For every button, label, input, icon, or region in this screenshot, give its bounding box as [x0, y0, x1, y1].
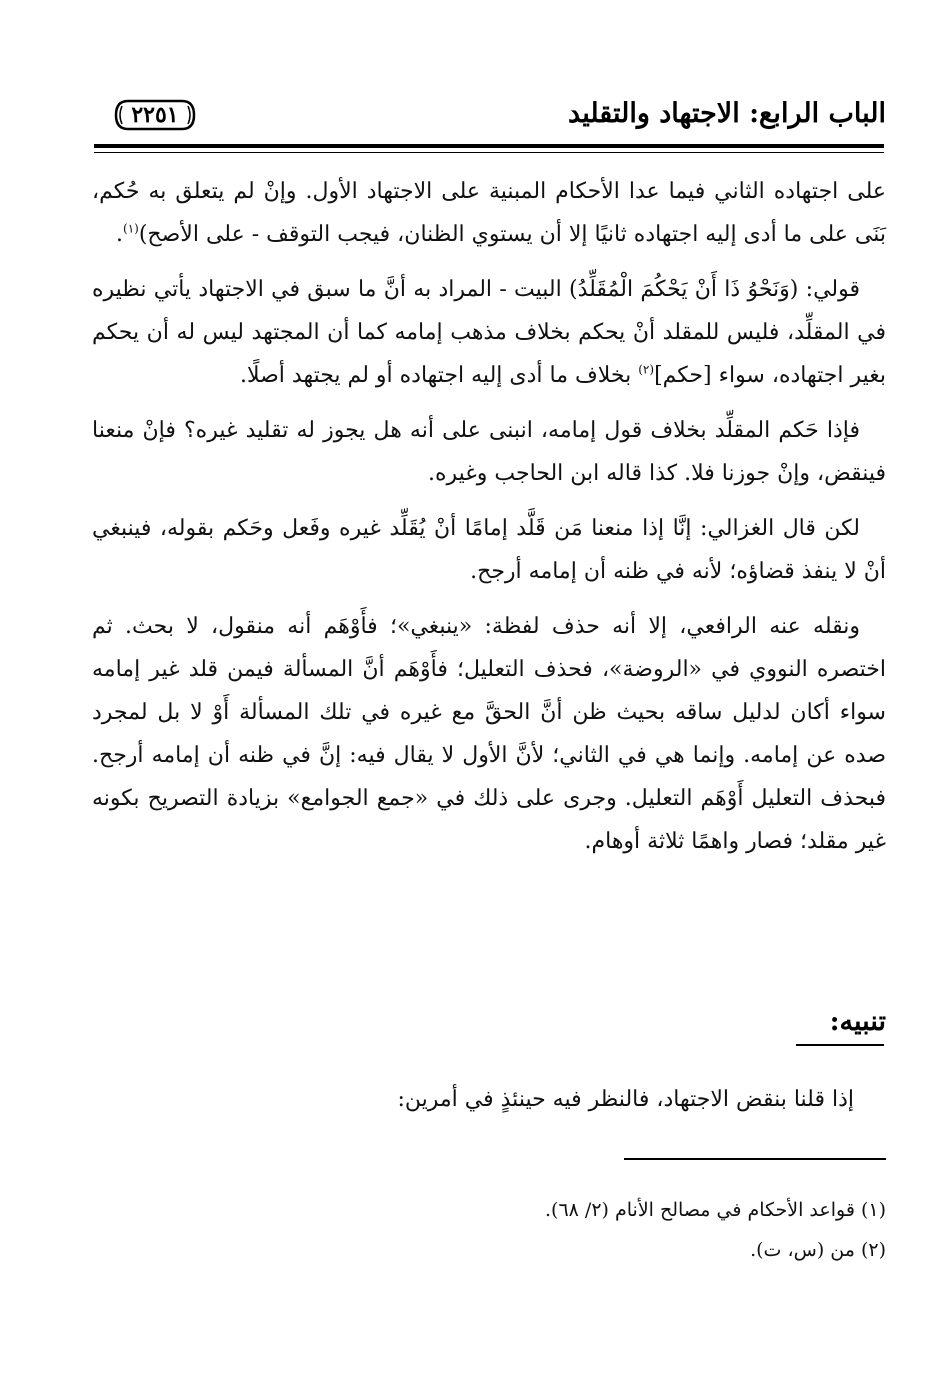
- page-number-badge: [114, 98, 196, 132]
- footnote-ref: (٢): [638, 362, 655, 377]
- section-text: إذا قلنا بنقض الاجتهاد، فالنظر فيه حينئذٍ في أمرين:: [397, 1087, 854, 1112]
- page-header: [92, 96, 886, 142]
- paragraph-tail: .: [116, 222, 124, 247]
- paragraph-tail: بخلاف ما أدى إليه اجتهاده أو لم يجتهد أصلًا.: [240, 363, 639, 388]
- paragraph-text: لكن قال الغزالي: إنَّا إذا منعنا مَن قَلَّد إمامًا أنْ يُقَلِّد غيره وفَعل وحَكم بقوله، فينبغي أنْ لا ينفذ قضاؤه؛ لأنه في ظنه أن إمامه أرجح.: [92, 516, 886, 584]
- paragraph: [92, 170, 886, 256]
- section-heading: تنبيه:: [829, 1006, 886, 1037]
- header-rule-thin: [94, 152, 884, 153]
- paragraph-text: فإذا حَكم المقلِّد بخلاف قول إمامه، انبنى على أنه هل يجوز له تقليد غيره؟ فإنْ منعنا فينقض، وإنْ جوزنا فلا. كذا قاله ابن الحاجب وغيره.: [92, 418, 886, 486]
- header-rule-thick: [94, 144, 884, 148]
- page-number: ٢٢٥١: [131, 102, 179, 128]
- paragraph: [92, 507, 886, 593]
- paragraph-text: على اجتهاده الثاني فيما عدا الأحكام المبنية على الاجتهاد الأول. وإنْ لم يتعلق به حُكم، بَنَى على ما أدى إليه اجتهاده ثانيًا إلا أن يستوي الظنان، فيجب التوقف - على الأصح): [92, 179, 886, 247]
- footnote-divider: [624, 1158, 886, 1160]
- paragraph-text: قولي: (وَنَحْوُ ذَا أَنْ يَحْكُمَ الْمُقَلِّدُ) البيت - المراد به أنَّ ما سبق في الاجتهاد يأتي نظيره في المقلِّد، فليس للمقلد أنْ يحكم بخلاف مذهب إمامه كما أن المجتهد ليس له أن يحكم بغير اجتهاده، سواء [حكم]: [92, 277, 886, 388]
- chapter-title: الباب الرابع: الاجتهاد والتقليد: [568, 98, 886, 129]
- main-text: [92, 170, 886, 875]
- paragraph-text: ونقله عنه الرافعي، إلا أنه حذف لفظة: «ينبغي»؛ فأَوْهَم أنه منقول، لا بحث. ثم اختصره النووي في «الروضة»، فحذف التعليل؛ فأَوْهَم أنَّ المسألة فيمن قلد غير إمامه سواء أكان لدليل ساقه بحيث ظن أنَّ الحقَّ مع غيره في تلك المسألة أَوْ لا بل لمجرد صده عن إمامه. وإنما هي في الثاني؛ لأنَّ الأول لا يقال فيه: إنَّ في ظنه أن إمامه أرجح. فبحذف التعليل أَوْهَم التعليل. وجرى على ذلك في «جمع الجوامع» بزيادة التصريح بكونه غير مقلد؛ فصار واهمًا ثلاثة أوهام.: [92, 614, 886, 854]
- footnote-ref: (١): [123, 221, 139, 236]
- footnotes: [92, 1190, 886, 1270]
- section-heading-underline: [796, 1044, 884, 1046]
- paragraph: [92, 409, 886, 495]
- footnote-item: (١) قواعد الأحكام في مصالح الأنام (٢/ ٦٨).: [544, 1199, 886, 1221]
- paragraph: [92, 605, 886, 863]
- footnote-item: (٢) من (س، ت).: [750, 1239, 886, 1261]
- paragraph: [92, 268, 886, 397]
